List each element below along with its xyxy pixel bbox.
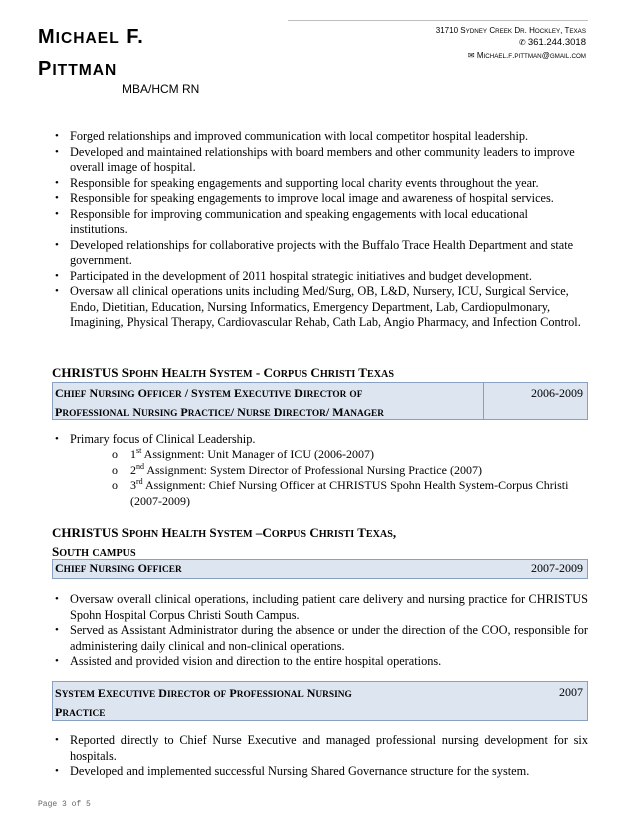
- candidate-name: [38, 22, 258, 86]
- bullet-icon: •: [55, 269, 59, 282]
- section1-years: 2006-2009: [531, 386, 583, 400]
- page-number: Page 3 of 5: [38, 800, 91, 809]
- circle-bullet-icon: o: [112, 478, 118, 492]
- contact-phone: ✆ 361.244.3018: [518, 37, 586, 48]
- circle-bullet-icon: o: [112, 447, 118, 461]
- section3-title-box: [52, 681, 588, 721]
- bullet-icon: •: [55, 207, 59, 220]
- contact-address: 31710 SYDNEY CREEK DR. HOCKLEY, TEXAS: [435, 26, 586, 35]
- sub-list-item: o 1st Assignment: Unit Manager of ICU (2006-2007): [112, 446, 374, 461]
- name-line-1: MICHAEL F.: [38, 26, 144, 48]
- list-item: • Developed and implemented successful Nursing Shared Governance structure for the system.: [55, 764, 530, 778]
- bullet-icon: •: [55, 433, 59, 445]
- section2-title-box: [52, 559, 588, 579]
- intro-bullet-list: [52, 129, 588, 331]
- bullet-icon: •: [55, 655, 59, 667]
- list-item: • Responsible for improving communication and speaking engagements with local educational institutions.: [55, 206, 528, 236]
- section2-bullets: [52, 592, 588, 670]
- header-rule: [288, 20, 588, 21]
- bullet-icon: •: [55, 192, 59, 204]
- section3-title: SYSTEM EXECUTIVE DIRECTOR OF PROFESSIONAL NURSING PRACTICE: [55, 686, 352, 719]
- sub-list-item: o 3rd Assignment: Chief Nursing Officer at CHRISTUS Spohn Health System-Corpus Christi (2007-2009): [112, 477, 569, 508]
- bullet-icon: •: [55, 130, 59, 142]
- contact-email[interactable]: ✉ MICHAEL.F.PITTMAN@GMAIL.COM: [467, 51, 586, 60]
- list-item: • Primary focus of Clinical Leadership.: [55, 432, 256, 446]
- section1-sub-list: [112, 447, 588, 509]
- list-item: • Developed relationships for collaborative projects with the Buffalo Trace Health Department and state government.: [55, 237, 574, 267]
- list-item: • Responsible for speaking engagements and supporting local charity events throughout the year.: [55, 175, 539, 190]
- phone-icon: ✆: [518, 38, 526, 47]
- section3-years: 2007: [559, 685, 583, 699]
- bullet-icon: •: [55, 593, 59, 605]
- list-item: • Served as Assistant Administrator during the absence or under the direction of the COO, responsible for administering daily clinical and non-clinical operations.: [55, 623, 588, 653]
- section3-bullets: [52, 733, 588, 780]
- sub-list-item: o 2nd Assignment: System Director of Professional Nursing Practice (2007): [112, 461, 482, 477]
- list-item: • Oversaw overall clinical operations, including patient care delivery and nursing practice for CHRISTUS Spohn Hospital Corpus Christi South Campus.: [55, 592, 588, 622]
- name-line-2: PITTMAN: [38, 58, 118, 80]
- bullet-icon: •: [55, 624, 59, 636]
- section2-company: CHRISTUS SPOHN HEALTH SYSTEM –CORPUS CHRISTI TEXAS, SOUTH CAMPUS: [52, 525, 397, 559]
- section1-company: CHRISTUS SPOHN HEALTH SYSTEM - CORPUS CHRISTI TEXAS: [52, 365, 394, 380]
- bullet-icon: •: [55, 176, 59, 189]
- list-item: • Oversaw all clinical operations units including Med/Surg, OB, L&D, Nursery, ICU, Surgical Service, Endo, Dietitian, Education, Nursing Informatics, Emergency Department, Lab, Cardiopulmonary, Imagining, Physical Therapy, Cardiovascular Rehab, Cath Lab, Angio Pharmacy, and Infection Control.: [55, 284, 581, 329]
- list-item: • Assisted and provided vision and direction to the entire hospital operations.: [55, 654, 442, 668]
- list-item: • Forged relationships and improved communication with local competitor hospital leadership.: [55, 129, 529, 143]
- list-item: • Responsible for speaking engagements to improve local image and awareness of hospital services.: [55, 191, 554, 205]
- section1-title: CHIEF NURSING OFFICER / SYSTEM EXECUTIVE DIRECTOR OF PROFESSIONAL NURSING PRACTICE/ NURSE DIRECTOR/ MANAGER: [55, 386, 385, 419]
- bullet-icon: •: [55, 765, 59, 777]
- circle-bullet-icon: o: [112, 462, 118, 477]
- section2-years: 2007-2009: [531, 561, 583, 575]
- section1-bullets: [52, 432, 588, 448]
- list-item: • Developed and maintained relationships with board members and other community leaders to improve overall image of hospital.: [55, 144, 575, 174]
- email-icon: ✉: [467, 51, 475, 60]
- bullet-icon: •: [55, 734, 59, 746]
- bullet-icon: •: [55, 285, 59, 297]
- section2-title: CHIEF NURSING OFFICER: [55, 561, 182, 575]
- credentials: MBA/HCM RN: [122, 82, 200, 96]
- bullet-icon: •: [55, 238, 59, 251]
- section1-box-divider: [483, 383, 484, 419]
- list-item: • Participated in the development of 2011 hospital strategic initiatives and budget development.: [55, 268, 532, 283]
- bullet-icon: •: [55, 145, 59, 158]
- section1-title-box: [52, 382, 588, 420]
- list-item: • Reported directly to Chief Nurse Executive and managed professional nursing development for six hospitals.: [55, 733, 588, 763]
